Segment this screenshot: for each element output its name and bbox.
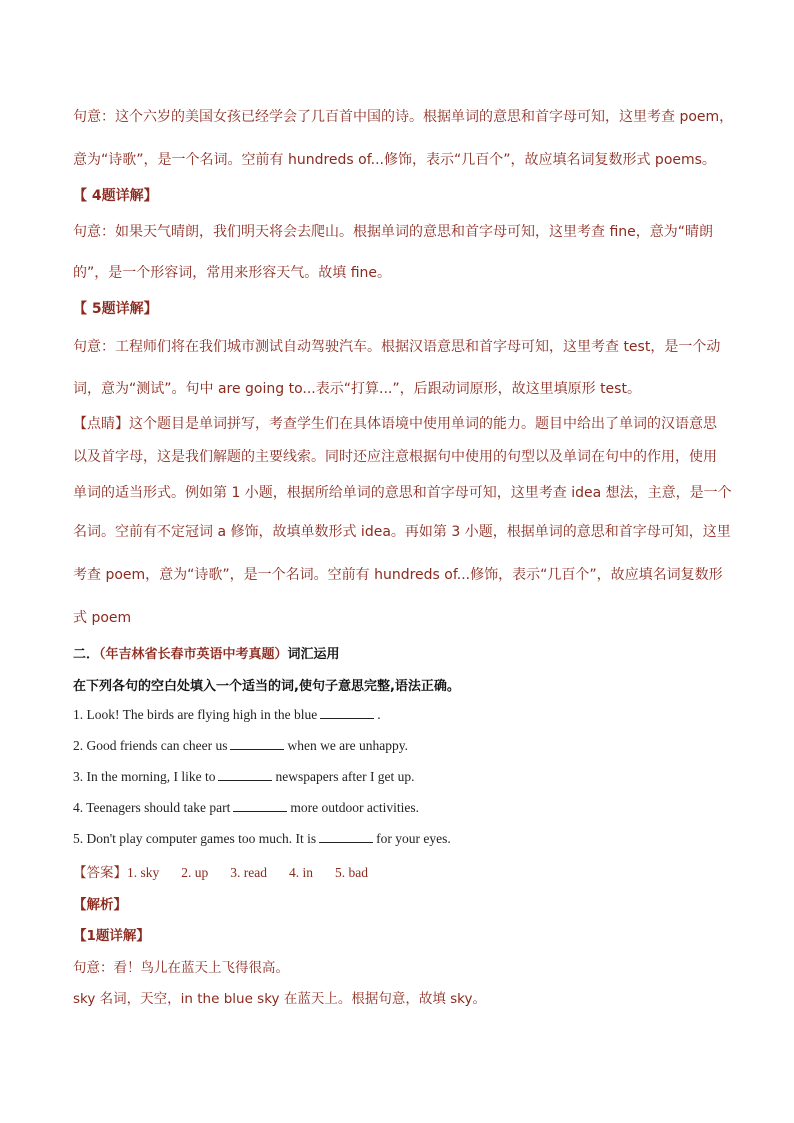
question-4-tail: more outdoor activities. — [290, 800, 419, 815]
answers-label: 【答案】 — [73, 865, 127, 881]
question-4-text: 4. Teenagers should take part — [73, 800, 231, 815]
dianjing-line-1: 【点睛】这个题目是单词拼写，考查学生们在具体语境中使用单词的能力。题目中给出了单词的汉语意思 — [73, 416, 717, 432]
q5-line-2: 词，意为“测试”。句中 are going to...表示“打算...”，后跟动词原形，故这里填原形 test。 — [73, 381, 641, 397]
part2-instruction: 在下列各句的空白处填入一个适当的词,使句子意思完整,语法正确。 — [73, 679, 460, 694]
question-1 — [73, 706, 381, 723]
explanation-3-line-2: 意为“诗歌”，是一个名词。空前有 hundreds of...修饰，表示“几百个”，故应填名词复数形式 poems。 — [73, 152, 716, 168]
answer-3: 3. read — [230, 865, 267, 880]
dianjing-line-5: 考查 poem，意为“诗歌”，是一个名词。空前有 hundreds of...修饰，表示“几百个”，故应填名词复数形 — [73, 567, 723, 583]
dianjing-line-4: 名词。空前有不定冠词 a 修饰，故填单数形式 idea。再如第 3 小题，根据单词的意思和首字母可知，这里 — [73, 524, 731, 540]
q1-line-1: 句意：看！鸟儿在蓝天上飞得很高。 — [73, 960, 289, 976]
answer-2: 2. up — [181, 865, 209, 880]
jiexi-header: 【解析】 — [73, 897, 127, 913]
question-3-text: 3. In the morning, I like to — [73, 769, 216, 784]
part2-number: 二． — [73, 647, 100, 662]
dianjing-line-3: 单词的适当形式。例如第 1 小题，根据所给单词的意思和首字母可知，这里考查 idea 想法，主意，是一个 — [73, 485, 732, 501]
question-3 — [73, 768, 415, 785]
question-3-blank — [218, 768, 272, 781]
q4-line-1: 句意：如果天气晴朗，我们明天将会去爬山。根据单词的意思和首字母可知，这里考查 fine，意为“晴朗 — [73, 224, 714, 240]
part2-suffix: 词汇运用 — [287, 647, 340, 662]
question-5 — [73, 830, 451, 847]
question-3-tail: newspapers after I get up. — [275, 769, 415, 784]
question-2-blank — [230, 737, 284, 750]
question-1-blank — [320, 706, 374, 719]
question-1-tail: . — [377, 707, 381, 722]
explanation-3-line-1: 句意：这个六岁的美国女孩已经学会了几百首中国的诗。根据单词的意思和首字母可知，这里考查 poem， — [73, 109, 734, 125]
question-4 — [73, 799, 419, 816]
question-1-text: 1. Look! The birds are flying high in the blue — [73, 707, 318, 722]
answer-1: 1. sky — [127, 865, 160, 880]
q4-line-2: 的”，是一个形容词，常用来形容天气。故填 fine。 — [73, 265, 392, 281]
part2-title — [73, 643, 340, 662]
q1-header: 【1题详解】 — [73, 928, 150, 944]
answer-5: 5. bad — [335, 865, 369, 880]
question-5-tail: for your eyes. — [376, 831, 451, 846]
question-5-text: 5. Don't play computer games too much. It is — [73, 831, 317, 846]
q1-line-2: sky 名词，天空，in the blue sky 在蓝天上。根据句意，故填 sky。 — [73, 991, 486, 1007]
q5-header: 【 5题详解】 — [73, 301, 158, 317]
question-2-tail: when we are unhappy. — [287, 738, 409, 753]
answer-4: 4. in — [289, 865, 314, 880]
q5-line-1: 句意：工程师们将在我们城市测试自动驾驶汽车。根据汉语意思和首字母可知，这里考查 test，是一个动 — [73, 339, 721, 355]
question-2-text: 2. Good friends can cheer us — [73, 738, 228, 753]
question-5-blank — [319, 830, 373, 843]
q4-header: 【 4题详解】 — [73, 188, 158, 204]
question-4-blank — [233, 799, 287, 812]
answers-line — [73, 861, 390, 881]
dianjing-line-2: 以及首字母，这是我们解题的主要线索。同时还应注意根据句中使用的句型以及单词在句中的作用，使用 — [73, 449, 717, 465]
part2-source: （年吉林省长春市英语中考真题） — [99, 647, 288, 662]
dianjing-line-6: 式 poem — [73, 610, 132, 626]
question-2 — [73, 737, 408, 754]
